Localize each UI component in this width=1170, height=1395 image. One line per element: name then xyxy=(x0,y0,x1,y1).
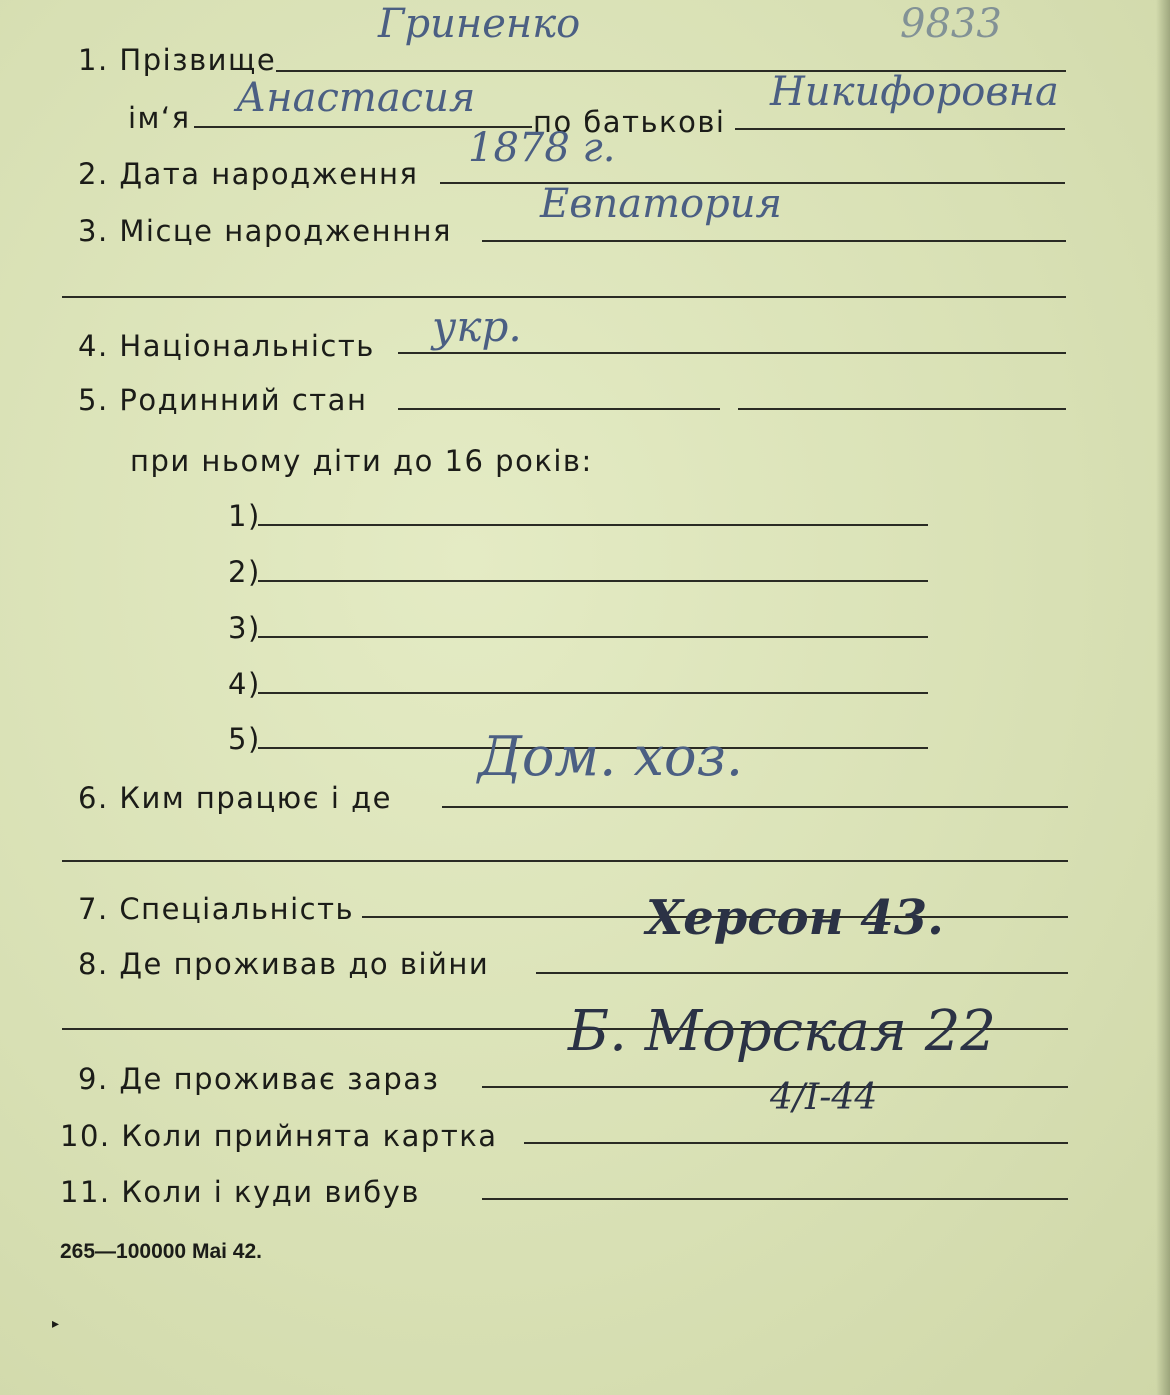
label-prewar-residence: 8. Де проживав до війни xyxy=(78,947,490,981)
label-specialty: 7. Спеціальність xyxy=(78,892,355,926)
label-patronymic: по батькові xyxy=(533,105,726,139)
child-4-line xyxy=(258,692,928,694)
hw-birth-place: Евпатория xyxy=(540,181,782,227)
departure-line xyxy=(482,1198,1068,1200)
card-date-line xyxy=(524,1142,1068,1144)
hw-prewar-residence: Херсон 43. xyxy=(646,890,944,946)
label-departure: 11. Коли і куди вибув xyxy=(60,1175,420,1209)
hw-card-date: 4/I-44 xyxy=(770,1077,878,1118)
hw-birth-date: 1878 г. xyxy=(468,125,616,171)
child-1-line xyxy=(258,524,928,526)
label-child-4: 4) xyxy=(228,667,261,701)
label-child-3: 3) xyxy=(228,611,261,645)
prewar-residence-line xyxy=(536,972,1068,974)
card-edge-shadow xyxy=(1156,0,1170,1395)
label-surname: 1. Прізвище xyxy=(78,43,277,77)
family-status-line-a xyxy=(398,408,720,410)
hw-nationality: укр. xyxy=(432,302,522,351)
corner-mark: ▸ xyxy=(52,1316,60,1332)
hw-surname: Гриненко xyxy=(378,1,581,47)
patronymic-line xyxy=(735,128,1065,130)
label-card-date: 10. Коли прийнята картка xyxy=(60,1119,498,1153)
hw-current-address: Б. Морская 22 xyxy=(568,999,996,1064)
hw-patronymic: Никифоровна xyxy=(770,69,1059,115)
birth-place-line-2 xyxy=(62,296,1066,298)
nationality-line xyxy=(398,352,1066,354)
family-status-line-b xyxy=(738,408,1066,410)
label-child-1: 1) xyxy=(228,499,261,533)
hw-name: Анастасия xyxy=(236,75,476,121)
child-3-line xyxy=(258,636,928,638)
occupation-line-2 xyxy=(62,860,1068,862)
label-birth-date: 2. Дата народження xyxy=(78,157,419,191)
label-nationality: 4. Національність xyxy=(78,329,375,363)
label-child-2: 2) xyxy=(228,555,261,589)
label-child-5: 5) xyxy=(228,722,261,756)
label-current-address: 9. Де проживає зараз xyxy=(78,1062,440,1096)
birth-place-line xyxy=(482,240,1066,242)
printer-imprint: 265—100000 Mai 42. xyxy=(60,1240,262,1263)
occupation-line xyxy=(442,806,1068,808)
label-family-status: 5. Родинний стан xyxy=(78,383,368,417)
hw-occupation: Дом. хоз. xyxy=(478,725,744,788)
child-2-line xyxy=(258,580,928,582)
hw-corner-number: 9833 xyxy=(900,1,1002,47)
label-occupation: 6. Ким працює і де xyxy=(78,781,393,815)
label-birth-place: 3. Місце народженння xyxy=(78,214,452,248)
label-name: ім‘я xyxy=(128,101,191,135)
label-children: при ньому діти до 16 років: xyxy=(130,444,593,478)
